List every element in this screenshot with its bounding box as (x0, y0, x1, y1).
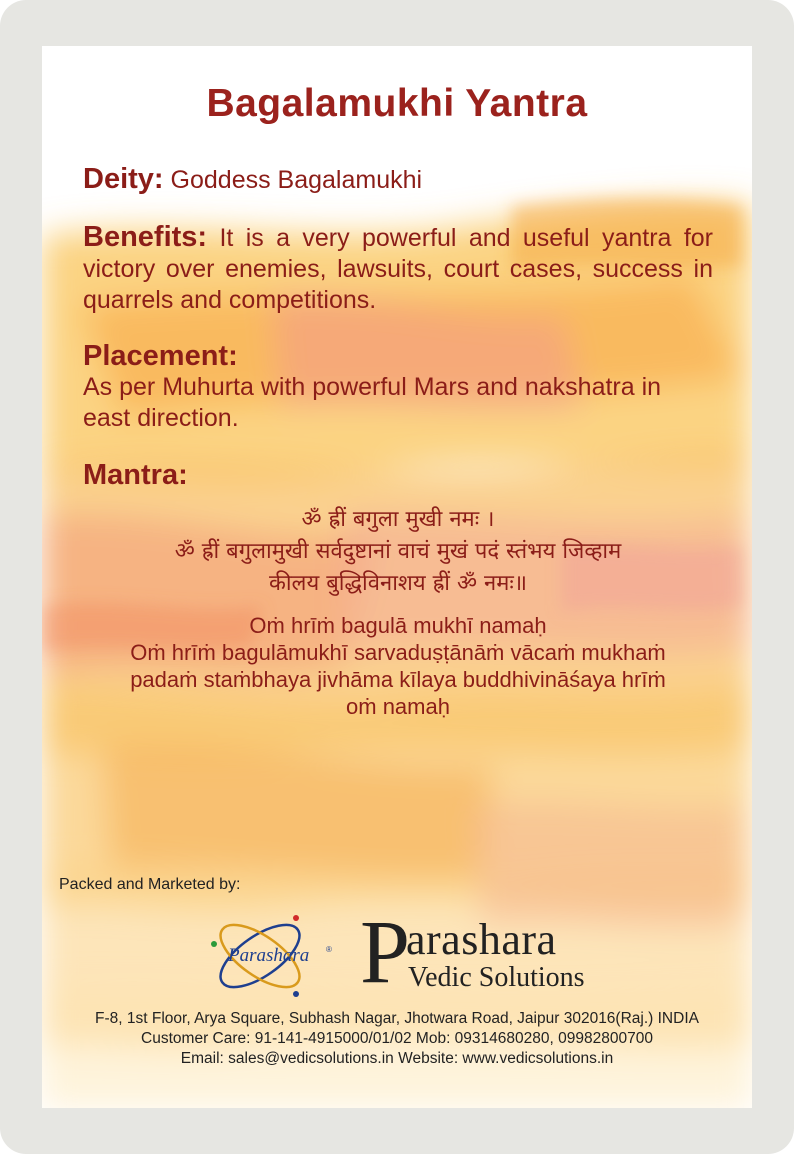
mantra-devanagari-line: ॐ ह्रीं बगुलामुखी सर्वदुष्टानां वाचं मुखं पदं स्तंभय जिव्हाम (174, 539, 622, 564)
brand-subtitle: Vedic Solutions (408, 962, 585, 993)
mantra-label: Mantra: (83, 459, 188, 491)
parashara-logo (200, 904, 340, 1004)
placement-section (83, 341, 713, 434)
mantra-translit-line: oṁ namaḥ (346, 694, 450, 719)
deity-section (83, 164, 713, 196)
customer-care-line: Customer Care: 91-141-4915000/01/02 Mob: 09314680280, 09982800700 (141, 1030, 653, 1047)
logo-wordmark: Parashara (228, 945, 310, 966)
benefits-label: Benefits: (83, 221, 208, 253)
mantra-devanagari-line: कीलय बुद्धिविनाशय ह्रीं ॐ नमः॥ (268, 571, 528, 596)
brand-initial: P (360, 903, 411, 1002)
mantra-translit-line: padaṁ staṁbhaya jivhāma kīlaya buddhivināśaya hrīṁ (130, 667, 666, 692)
brand-wordmark: arashara (406, 915, 557, 964)
mantra-translit-line: Oṁ hrīṁ bagulā mukhī namaḥ (249, 613, 547, 638)
mantra-devanagari (83, 504, 713, 600)
address-line: F-8, 1st Floor, Arya Square, Subhash Nagar, Jhotwara Road, Jaipur 302016(Raj.) INDIA (95, 1010, 699, 1027)
benefits-text: It is a very powerful and useful yantra for victory over enemies, lawsuits, court cases, success in quarrels and competitions. (83, 224, 713, 314)
mantra-transliteration (83, 612, 713, 720)
benefits-section (83, 222, 713, 316)
email-website-line: Email: sales@vedicsolutions.in Website: www.vedicsolutions.in (180, 1050, 614, 1067)
packed-by-label: Packed and Marketed by: (59, 876, 241, 893)
placement-text: As per Muhurta with powerful Mars and nakshatra in east direction. (83, 373, 662, 432)
card-content (42, 46, 752, 1108)
deity-value: Goddess Bagalamukhi (170, 166, 423, 194)
registered-mark: ® (326, 945, 332, 954)
mantra-devanagari-line: ॐ ह्रीं बगुला मुखी नमः । (301, 507, 495, 532)
deity-label: Deity: (83, 163, 164, 195)
mantra-section-label (83, 460, 713, 492)
yantra-card (42, 46, 752, 1108)
contact-footer (42, 1009, 752, 1069)
mantra-translit-line: Oṁ hrīṁ bagulāmukhī sarvaduṣṭānāṁ vācaṁ mukhaṁ (130, 640, 666, 665)
yantra-title: Bagalamukhi Yantra (206, 82, 588, 125)
placement-label: Placement: (83, 340, 238, 372)
